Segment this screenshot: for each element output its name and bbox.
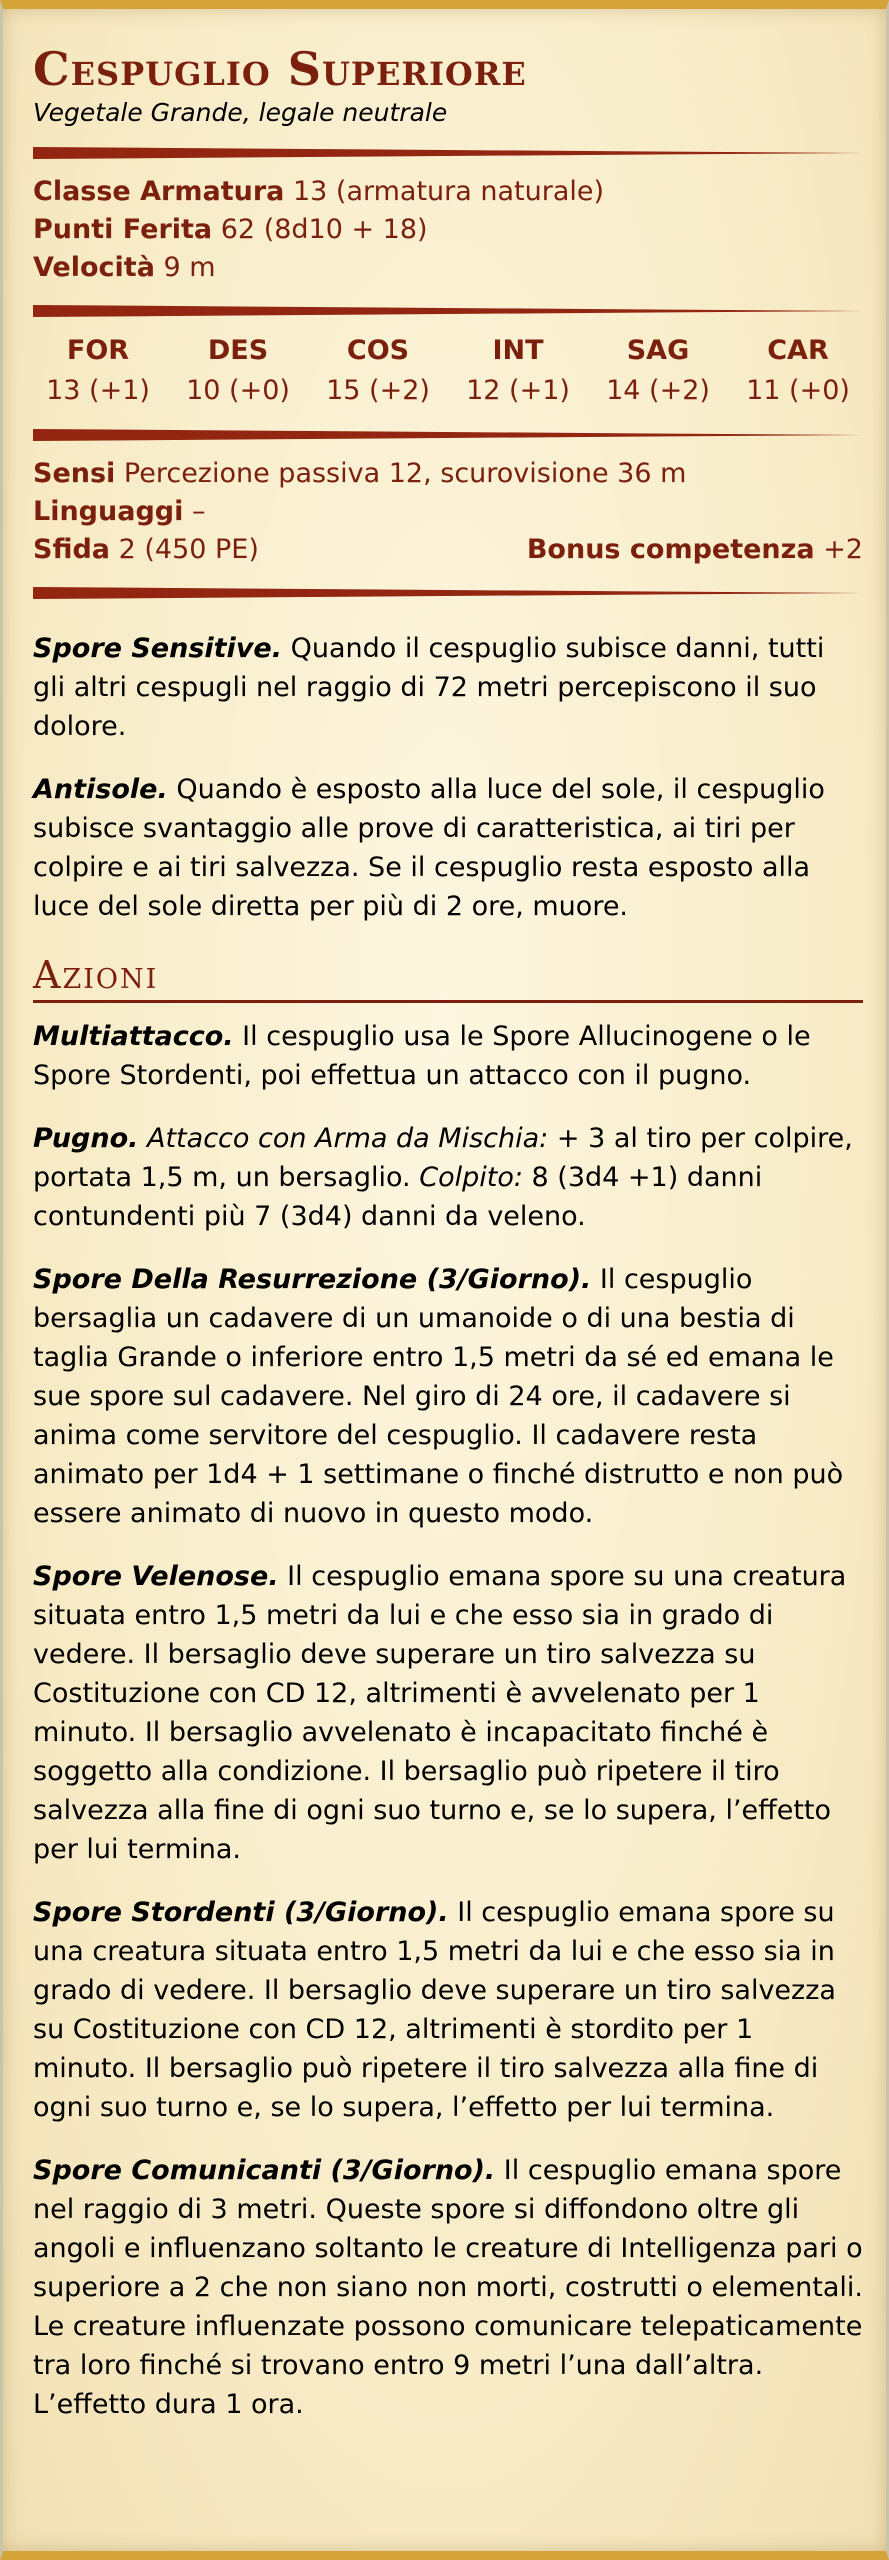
- ability-name: SAG: [626, 335, 690, 366]
- ability-con: [313, 331, 443, 411]
- action-resurrection-spores: [33, 1260, 863, 1533]
- proficiency-label: Bonus competenza: [526, 534, 815, 565]
- languages-label: Linguaggi: [33, 496, 184, 527]
- divider: [33, 305, 863, 317]
- armor-class: [33, 173, 863, 211]
- action-punch: [33, 1119, 863, 1236]
- hit-points-value: 62 (8d10 + 18): [220, 214, 428, 245]
- ability-cha: [733, 331, 863, 411]
- action-text: Il cespuglio usa le Spore Allucinogene o le Spore Stordenti, poi effettua un attacco con il pugno.: [33, 1021, 811, 1091]
- ability-int: [453, 331, 583, 411]
- senses-value: Percezione passiva 12, scurovisione 36 m: [123, 458, 687, 489]
- action-name: Spore Velenose.: [33, 1561, 279, 1592]
- senses: [33, 455, 863, 493]
- ability-score: 11 (+0): [746, 375, 850, 406]
- ability-str: [33, 331, 163, 411]
- action-name: Spore Della Resurrezione (3/Giorno).: [33, 1264, 592, 1295]
- ability-name: DES: [207, 335, 269, 366]
- creature-type: Vegetale Grande, legale neutrale: [33, 98, 448, 127]
- senses-label: Sensi: [33, 458, 116, 489]
- action-text: 8 (3d4 +1) danni contundenti più 7 (3d4) danni da veleno.: [33, 1162, 763, 1232]
- action-name: Multiattacco.: [33, 1021, 234, 1052]
- ability-score: 15 (+2): [326, 375, 430, 406]
- ability-name: CAR: [767, 335, 829, 366]
- speed-value: 9 m: [163, 252, 216, 283]
- speed: [33, 249, 863, 287]
- hit-label: Colpito:: [419, 1162, 523, 1193]
- trait-antisole: [33, 770, 863, 926]
- creature-name: Cespuglio Superiore: [33, 42, 527, 96]
- armor-class-label: Classe Armatura: [33, 176, 285, 207]
- ability-score: 10 (+0): [186, 375, 290, 406]
- action-text: + 3 al tiro per colpire, portata 1,5 m, un bersaglio.: [33, 1123, 853, 1193]
- hit-points-label: Punti Ferita: [33, 214, 213, 245]
- action-poison-spores: [33, 1557, 863, 1869]
- ability-name: COS: [346, 335, 410, 366]
- action-stun-spores: [33, 1893, 863, 2127]
- ability-dex: [173, 331, 303, 411]
- action-multiattack: [33, 1017, 863, 1095]
- proficiency-value: +2: [823, 534, 863, 565]
- ability-name: FOR: [66, 335, 130, 366]
- action-text: Il cespuglio emana spore su una creatura situata entro 1,5 metri da lui e che esso sia in grado di vedere. Il bersaglio deve superare un tiro salvezza su Costituzione con CD 12, altrimenti è stordito per 1 minuto. Il bersaglio può ripetere il tiro salvezza alla fine di ogni suo turno e, se lo supera, l’effetto per lui termina.: [33, 1897, 836, 2123]
- divider: [33, 147, 863, 159]
- trait-text: Quando il cespuglio subisce danni, tutti gli altri cespugli nel raggio di 72 metri percepiscono il suo dolore.: [33, 633, 825, 742]
- speed-label: Velocità: [33, 252, 155, 283]
- hit-points: [33, 211, 863, 249]
- ability-score: 14 (+2): [606, 375, 710, 406]
- action-text: Il cespuglio emana spore nel raggio di 3 metri. Queste spore si diffondono oltre gli angoli e influenzano soltanto le creature di Intelligenza pari o superiore a 2 che non siano non morti, costrutti o elementali. Le creature influenzate possono comunicare telepaticamente tra loro finché si trovano entro 9 metri l’una dall’altra. L’effetto dura 1 ora.: [33, 2155, 863, 2420]
- ability-wis: [593, 331, 723, 411]
- languages: [33, 493, 863, 531]
- stat-block-content: [33, 43, 863, 2448]
- action-name: Spore Stordenti (3/Giorno).: [33, 1897, 449, 1928]
- actions-heading: Azioni: [33, 952, 863, 1003]
- action-name: Spore Comunicanti (3/Giorno).: [33, 2155, 496, 2186]
- proficiency-bonus: [527, 531, 863, 569]
- trait-text: Quando è esposto alla luce del sole, il cespuglio subisce svantaggio alle prove di caratteristica, ai tiri per colpire e ai tiri salvezza. Se il cespuglio resta esposto alla luce del sole diretta per più di 2 ore, muore.: [33, 774, 825, 922]
- divider: [33, 587, 863, 599]
- divider: [33, 429, 863, 441]
- trait-spore-sensitive: [33, 629, 863, 746]
- trait-name: Antisole.: [33, 774, 168, 805]
- challenge: [33, 531, 259, 569]
- ability-name: INT: [492, 335, 544, 366]
- action-name: Pugno.: [33, 1123, 139, 1154]
- armor-class-value: 13 (armatura naturale): [292, 176, 605, 207]
- challenge-value: 2 (450 PE): [118, 534, 259, 565]
- attack-type: Attacco con Arma da Mischia:: [147, 1123, 549, 1154]
- challenge-label: Sfida: [33, 534, 111, 565]
- action-communicating-spores: [33, 2151, 863, 2424]
- trait-name: Spore Sensitive.: [33, 633, 282, 664]
- ability-scores: [33, 331, 863, 411]
- languages-value: –: [191, 496, 206, 527]
- ability-score: 12 (+1): [466, 375, 570, 406]
- challenge-row: [33, 531, 863, 569]
- action-text: Il cespuglio bersaglia un cadavere di un umanoide o di una bestia di taglia Grande o inferiore entro 1,5 metri da sé ed emana le sue spore sul cadavere. Nel giro di 24 ore, il cadavere si anima come servitore del cespuglio. Il cadavere resta animato per 1d4 + 1 settimane o finché distrutto e non può essere animato di nuovo in questo modo.: [33, 1264, 844, 1529]
- ability-score: 13 (+1): [46, 375, 150, 406]
- action-text: Il cespuglio emana spore su una creatura situata entro 1,5 metri da lui e che esso sia in grado di vedere. Il bersaglio deve superare un tiro salvezza su Costituzione con CD 12, altrimenti è avvelenato per 1 minuto. Il bersaglio avvelenato è incapacitato finché è soggetto alla condizione. Il bersaglio può ripetere il tiro salvezza alla fine di ogni suo turno e, se lo supera, l’effetto per lui termina.: [33, 1561, 847, 1865]
